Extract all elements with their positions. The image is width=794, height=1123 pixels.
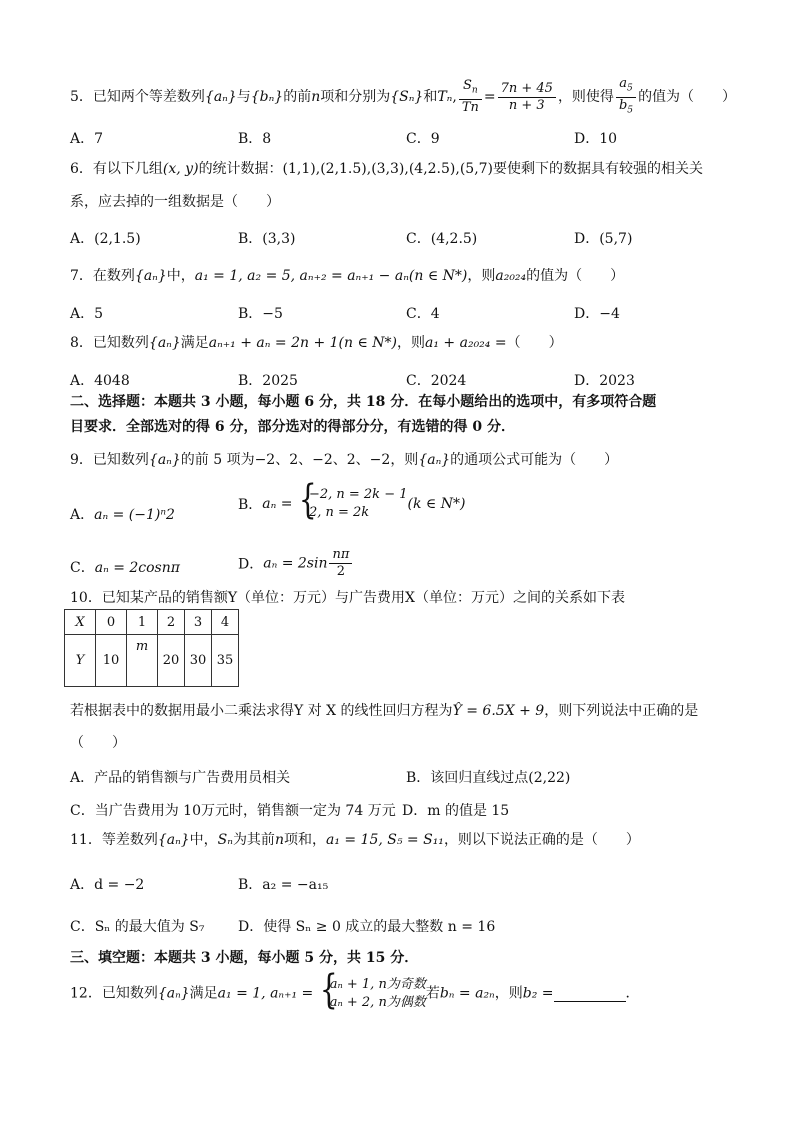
question-10-para2: （ ） xyxy=(70,735,126,751)
q5-prefix: 5．已知两个等差数列 xyxy=(70,89,205,106)
q9-option-c-label: C． xyxy=(70,560,95,576)
q7-option-a[interactable]: A．5 xyxy=(70,306,104,322)
q9-case-1: { −2, n = 2k − 1 xyxy=(308,487,408,502)
q7-mid: 中， xyxy=(166,268,195,284)
q6-option-b[interactable]: B．(3,3) xyxy=(238,231,296,247)
table-cell: 3 xyxy=(185,610,212,635)
q5-option-a[interactable]: A．7 xyxy=(70,131,104,147)
q9-option-a-formula: aₙ = (−1)ⁿ2 xyxy=(94,507,175,523)
q6-line1b: 的统计数据：(1,1),(2,1.5),(3,3),(4,2.5),(5,7)要使剩下的数据具有较强的相关关 xyxy=(198,161,704,177)
q9-option-c-formula: aₙ = 2cosnπ xyxy=(94,560,180,576)
q12-lhs: a₁ = 1, aₙ₊₁ = xyxy=(217,985,314,1002)
q9-option-a-label: A． xyxy=(70,507,95,523)
section-2-heading-line2: 目要求．全部选对的得 6 分，部分选对的得部分分，有选错的得 0 分． xyxy=(70,419,515,435)
q10-option-c[interactable]: C．当广告费用为 10万元时，销售额一定为 74 万元 xyxy=(70,803,396,819)
q12-mid2: 若 xyxy=(425,985,440,1002)
q9-option-b-label: B． xyxy=(238,497,263,513)
q8-option-c[interactable]: C．2024 xyxy=(406,373,467,389)
table-row-x xyxy=(65,610,239,635)
q5-mid2: 的前 xyxy=(283,89,312,106)
q12-b2: b₂ = xyxy=(522,985,554,1002)
question-6-stem-line2: 系，应去掉的一组数据是（ ） xyxy=(70,194,280,210)
q11-end: ，则以下说法正确的是（ ） xyxy=(443,832,640,848)
question-8-stem xyxy=(70,335,563,352)
q11-option-a[interactable]: A．d = −2 xyxy=(70,877,145,893)
q8-formula: aₙ₊₁ + aₙ = 2n + 1 xyxy=(208,335,339,351)
q8-end: （ ） xyxy=(506,335,563,351)
q9-option-c[interactable] xyxy=(70,557,180,577)
table-header-x: X xyxy=(65,610,96,635)
q8-seq: {aₙ} xyxy=(148,335,181,351)
q9-end: 的通项公式可能为（ ） xyxy=(450,452,619,468)
frac2-num: 7n + 45 xyxy=(498,81,556,98)
q8-option-d[interactable]: D．2023 xyxy=(574,373,635,389)
q12-case-2: aₙ + 2, n为偶数 xyxy=(329,995,426,1010)
q7-option-d[interactable]: D．−4 xyxy=(574,306,620,322)
q9-option-b[interactable] xyxy=(238,486,465,522)
q7-option-c[interactable]: C．4 xyxy=(406,306,440,322)
q11-mid: 中， xyxy=(189,832,218,848)
fraction-a5-b5: $\frac{a_5}{b_5}$ xyxy=(616,76,636,118)
q6-xy: (x, y) xyxy=(162,161,199,177)
frac1-num: S xyxy=(462,78,472,94)
question-6-stem xyxy=(70,161,703,178)
q9-d-den: 2 xyxy=(336,564,346,579)
q7-end: 的值为（ ） xyxy=(526,268,625,284)
q5-mid: 与 xyxy=(236,89,251,106)
fraction-sn-tn: $\frac{S_n}{Tn}$ xyxy=(459,78,482,116)
frac1-den: Tn xyxy=(461,99,479,115)
table-cell: 2 xyxy=(158,610,185,635)
q10-equation: Ŷ = 6.5X + 9 xyxy=(452,703,545,719)
q11-prefix: 11．等差数列 xyxy=(70,832,158,848)
q10-option-b[interactable]: B．该回归直线过点(2,22) xyxy=(406,770,571,786)
table-cell: 30 xyxy=(185,635,212,687)
frac3-num: a xyxy=(619,76,627,91)
q9-option-d[interactable] xyxy=(238,547,354,580)
q12-mid: 满足 xyxy=(189,985,218,1002)
q11-mid2: 为其前 xyxy=(232,832,275,848)
q11-sn: Sₙ xyxy=(217,832,233,848)
q12-cases xyxy=(318,976,426,1012)
q12-prefix: 12．已知数列 xyxy=(70,985,158,1002)
section-2-heading-line1: 二、选择题：本题共 3 小题，每小题 6 分，共 18 分．在每小题给出的选项中，有多项符合题 xyxy=(70,394,657,410)
q10-option-d[interactable]: D．m 的值是 15 xyxy=(402,803,510,819)
q8-suffix: ，则 xyxy=(397,335,426,351)
fraction-ratio xyxy=(498,81,556,114)
table-header-y: Y xyxy=(65,635,96,687)
q8-mid: 满足 xyxy=(180,335,209,351)
question-9-stem xyxy=(70,452,618,469)
table-cell: 35 xyxy=(212,635,239,687)
q7-cond: (n ∈ N*) xyxy=(408,268,468,284)
q9-option-d-lhs: aₙ = 2sin xyxy=(263,555,328,572)
q11-option-c[interactable]: C．Sₙ 的最大值为 S₇ xyxy=(70,919,205,935)
var-n: n xyxy=(311,89,321,106)
q11-option-d[interactable]: D．使得 Sₙ ≥ 0 成立的最大整数 n = 16 xyxy=(238,919,496,935)
q11-seq: {aₙ} xyxy=(157,832,190,848)
q8-target: a₁ + a₂₀₂₄ = xyxy=(425,335,507,351)
q9-option-b-cases xyxy=(297,486,408,522)
q9-seq2: {aₙ} xyxy=(418,452,451,468)
frac3-den: b xyxy=(618,97,628,113)
q12-end: ． xyxy=(625,985,640,1002)
question-10-para xyxy=(70,703,698,720)
q6-option-d[interactable]: D．(5,7) xyxy=(574,231,633,247)
q5-and: 和 xyxy=(423,89,438,106)
q9-values: −2、2、−2、2、−2 xyxy=(254,452,391,468)
q10-option-a[interactable]: A．产品的销售额与广告费用员相关 xyxy=(70,770,291,786)
q9-option-b-cond: (k ∈ N*) xyxy=(407,496,466,512)
table-cell: 10 xyxy=(96,635,127,687)
table-cell: 0 xyxy=(96,610,127,635)
question-10-stem: 10．已知某产品的销售额Y（单位：万元）与广告费用X（单位：万元）之间的关系如下表 xyxy=(70,590,626,606)
q6-line1: 6．有以下几组 xyxy=(70,161,163,177)
q5-mid3: 项和分别为 xyxy=(320,89,391,106)
table-cell: 4 xyxy=(212,610,239,635)
q6-option-c[interactable]: C．(4,2.5) xyxy=(406,231,478,247)
q11-cond: a₁ = 15, S₅ = S₁₁ xyxy=(325,832,444,848)
q8-cond: (n ∈ N*) xyxy=(338,335,398,351)
frac2-den: n + 3 xyxy=(508,97,545,113)
q7-suffix: ，则 xyxy=(467,268,496,284)
section-3-heading: 三、填空题：本题共 3 小题，每小题 5 分，共 15 分． xyxy=(70,950,419,966)
seq-tn: Tₙ xyxy=(437,89,453,106)
q9-option-d-label: D． xyxy=(238,556,264,573)
q8-option-a[interactable]: A．4048 xyxy=(70,373,130,389)
q12-seq: {aₙ} xyxy=(157,985,190,1002)
q5-suffix: ，则使得 xyxy=(557,89,614,106)
question-12-stem xyxy=(70,976,640,1012)
q7-target: a₂₀₂₄ xyxy=(495,268,527,284)
q12-answer-blank[interactable] xyxy=(554,987,626,1002)
table-row-y xyxy=(65,635,239,687)
q7-formula: a₁ = 1, a₂ = 5, aₙ₊₂ = aₙ₊₁ − aₙ xyxy=(194,268,409,284)
q9-option-d-fraction xyxy=(329,547,352,580)
question-5-stem: 5．已知两个等差数列{aₙ}与{bₙ}的前n项和分别为{Sₙ}和Tₙ, $\frac{S_n}{Tn}$ = $\frac{7n + 45}{n + 3}$ ，则使得 $\frac{a_5}{b_5}$ 的值为（ ） xyxy=(70,76,736,118)
seq-sn: {Sₙ} xyxy=(390,89,424,106)
q10-para1-end: ，则下列说法中正确的是 xyxy=(544,703,699,719)
q7-seq: {aₙ} xyxy=(134,268,167,284)
q8-option-b[interactable]: B．2025 xyxy=(238,373,298,389)
seq-bn: {bₙ} xyxy=(250,89,284,106)
table-cell: 20 xyxy=(158,635,185,687)
q9-option-b-lhs: aₙ = xyxy=(262,496,293,512)
q8-prefix: 8．已知数列 xyxy=(70,335,149,351)
table-cell: 1 xyxy=(127,610,158,635)
question-11-stem xyxy=(70,832,640,849)
q9-mid: 的前 5 项为 xyxy=(180,452,255,468)
q5-option-b[interactable]: B．8 xyxy=(238,131,272,147)
q10-para1: 若根据表中的数据用最小二乘法求得Y 对 X 的线性回归方程为 xyxy=(70,703,453,719)
q12-case-1: { aₙ + 1, n为奇数 xyxy=(329,977,426,992)
q12-mid3: ，则 xyxy=(494,985,523,1002)
seq-an: {aₙ} xyxy=(204,89,237,106)
q7-prefix: 7．在数列 xyxy=(70,268,135,284)
q9-d-num: nπ xyxy=(329,547,352,564)
q10-data-table xyxy=(64,609,239,687)
q5-option-c[interactable]: C．9 xyxy=(406,131,440,147)
q5-end: 的值为（ ） xyxy=(638,89,737,106)
q9-suffix: ，则 xyxy=(390,452,419,468)
table-cell-m: m xyxy=(127,635,158,687)
q11-option-b[interactable]: B．a₂ = −a₁₅ xyxy=(238,877,329,893)
q7-option-b[interactable]: B．−5 xyxy=(238,306,283,322)
q9-seq: {aₙ} xyxy=(148,452,181,468)
q11-mid3: 项和， xyxy=(283,832,326,848)
q9-case-2: 2, n = 2k xyxy=(308,505,370,520)
q5-option-d[interactable]: D．10 xyxy=(574,131,618,147)
q9-option-a[interactable] xyxy=(70,504,175,524)
q11-n: n xyxy=(274,832,284,848)
q9-prefix: 9．已知数列 xyxy=(70,452,149,468)
q12-bn: bₙ = a₂ₙ xyxy=(439,985,495,1002)
question-7-stem xyxy=(70,268,624,285)
q6-option-a[interactable]: A．(2,1.5) xyxy=(70,231,141,247)
